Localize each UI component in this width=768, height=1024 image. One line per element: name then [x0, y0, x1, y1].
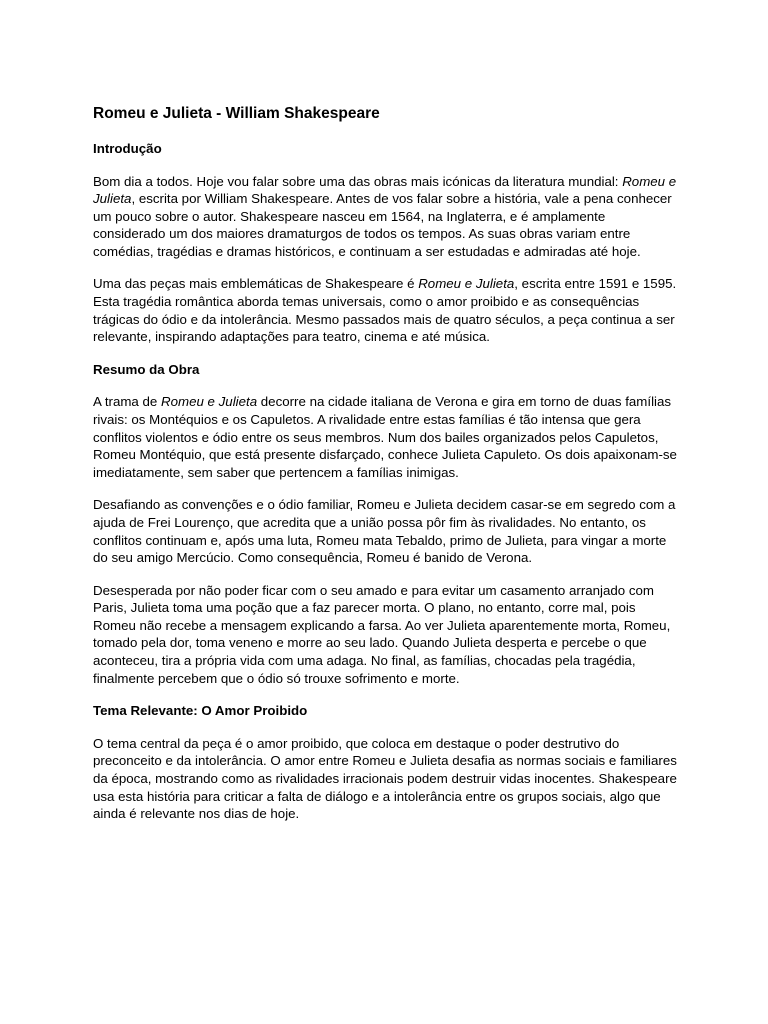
text-run: , escrita por William Shakespeare. Antes de vos falar sobre a história, vale a pena conhecer um pouco sobre o autor. Shakespeare nasceu em 1564, na Inglaterra, e é amplamente considerado um dos maiores dramaturgos de todos os tempos. As suas obras variam entre comédias, tragédias e dramas históricos, e continuam a ser estudadas e admiradas até hoje.	[93, 191, 672, 259]
text-run: , escrita entre 1591 e 1595. Esta tragédia romântica aborda temas universais, como o amor proibido e as consequências trágicas do ódio e da intolerância. Mesmo passados mais de quatro séculos, a peça continua a ser relevante, inspirando adaptações para teatro, cinema e até música.	[93, 276, 677, 345]
paragraph	[93, 393, 678, 481]
text-run: A trama de	[93, 394, 161, 410]
italic-text: Romeu e Julieta	[93, 173, 677, 207]
text-run: decorre na cidade italiana de Verona e gira em torno de duas famílias rivais: os Montéquios e os Capuletos. A rivalidade entre estas famílias é tão intensa que gera conflitos violentos e ódio entre os seus membros. Num dos bailes organizados pelos Capuletos, Romeu Montéquio, que está presente disfarçado, conhece Julieta Capuleto. Os dois apaixonam-se imediatamente, sem saber que pertencem a famílias inimigas.	[93, 394, 677, 480]
text-run: Desafiando as convenções e o ódio familiar, Romeu e Julieta decidem casar-se em segredo com a ajuda de Frei Lourenço, que acredita que a união possa pôr fim às rivalidades. No entanto, os conflitos continuam e, após uma luta, Romeu mata Tebaldo, primo de Julieta, para vingar a morte do seu amigo Mercúcio. Como consequência, Romeu é banido de Verona.	[93, 497, 676, 566]
italic-text: Romeu e Julieta	[161, 394, 258, 410]
document-page	[93, 104, 678, 838]
text-run: O tema central da peça é o amor proibido, que coloca em destaque o poder destrutivo do preconceito e da intolerância. O amor entre Romeu e Julieta desafia as normas sociais e familiares da época, mostrando como as rivalidades irracionais podem destruir vidas inocentes. Shakespeare usa esta história para criticar a falta de diálogo e a intolerância entre os grupos sociais, algo que ainda é relevante nos dias de hoje.	[93, 735, 677, 822]
paragraph	[93, 735, 678, 823]
section-heading: Resumo da Obra	[93, 361, 200, 377]
paragraph	[93, 173, 678, 261]
text-run: Bom dia a todos. Hoje vou falar sobre uma das obras mais icónicas da literatura mundial:	[93, 173, 623, 189]
document-body	[93, 140, 678, 823]
paragraph	[93, 496, 678, 566]
text-run: Uma das peças mais emblemáticas de Shakespeare é	[93, 276, 419, 292]
section-heading: Tema Relevante: O Amor Proibido	[93, 703, 308, 719]
section-heading: Introdução	[93, 141, 162, 156]
paragraph	[93, 275, 678, 345]
document-title: Romeu e Julieta - William Shakespeare	[93, 105, 380, 122]
italic-text: Romeu e Julieta	[418, 276, 515, 292]
text-run: Desesperada por não poder ficar com o seu amado e para evitar um casamento arranjado com Paris, Julieta toma uma poção que a faz parecer morta. O plano, no entanto, corre mal, pois Romeu não recebe a mensagem explicando a farsa. Ao ver Julieta aparentemente morta, Romeu, tomado pela dor, toma veneno e morre ao seu lado. Quando Julieta desperta e percebe o que aconteceu, tira a própria vida com uma adaga. No final, as famílias, chocadas pela tragédia, finalmente percebem que o ódio só trouxe sofrimento e morte.	[93, 582, 671, 686]
paragraph	[93, 582, 678, 688]
